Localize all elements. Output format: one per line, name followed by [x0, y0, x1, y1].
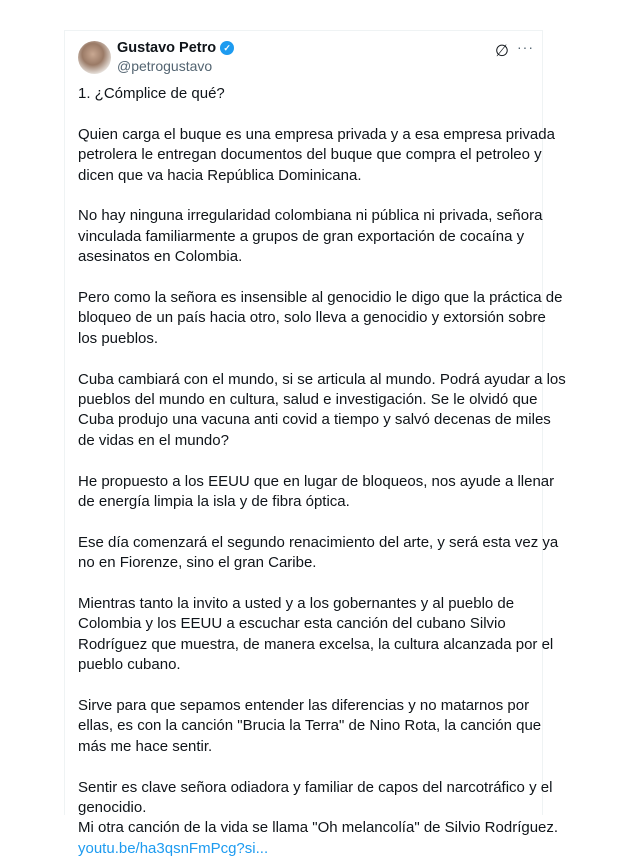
text-line: Cuba cambiará con el mundo, si se articula al mundo. Podrá ayudar a los [78, 370, 566, 388]
tweet-paragraph [78, 206, 543, 267]
text-line: asesinatos en Colombia. [78, 248, 243, 266]
text-line: 1. ¿Cómplice de qué? [78, 85, 225, 102]
author-handle[interactable]: @petrogustavo [117, 58, 213, 74]
tweet-paragraph [78, 778, 559, 859]
text-line: Sirve para que sepamos entender las diferencias y no matarnos por [78, 697, 530, 715]
avatar[interactable] [78, 41, 111, 74]
text-line: Colombia y los EEUU a escuchar esta canción del cubano Silvio [78, 615, 506, 633]
tweet-paragraph [78, 594, 554, 676]
tweet-card [64, 30, 566, 857]
text-line: de vidas en el mundo? [78, 431, 229, 449]
text-line: Sentir es clave señora odiadora y familiar de capos del narcotráfico y el [78, 778, 553, 796]
text-line: Mi otra canción de la vida se llama "Oh melancolía" de Silvio Rodríguez. [78, 819, 559, 837]
text-line: He propuesto a los EEUU que en lugar de bloqueos, nos ayude a llenar [78, 472, 555, 490]
text-line: los pueblos. [78, 329, 159, 347]
text-line: pueblos del mundo en cultura, salud e investigación. Se le olvidó que [78, 391, 538, 409]
text-line: petrolera le entregan documentos del buque que compra el petroleo y [78, 146, 542, 164]
tweet-paragraph [78, 533, 559, 574]
text-line: pueblo cubano. [78, 656, 181, 674]
text-line: ellas, es con la canción "Brucia la Terra" de Nino Rota, la canción que [78, 717, 542, 735]
tweet-paragraph [78, 288, 563, 349]
tweet-paragraph [78, 84, 538, 104]
text-line: genocidio. [78, 799, 147, 817]
text-line: Cuba produjo una vacuna anti covid a tiempo y salvó decenas de miles [78, 411, 551, 429]
text-line: bloqueo de un país hacia otro, solo lleva a genocidio y extorsión sobre [78, 309, 546, 327]
text-line: de energía limpia la isla y de fibra óptica. [78, 493, 350, 511]
youtube-link[interactable]: youtu.be/ha3qsnFmPcg?si... [78, 839, 269, 857]
author-name[interactable] [117, 40, 234, 56]
tweet-paragraph [78, 370, 566, 452]
text-line: No hay ninguna irregularidad colombiana ni pública ni privada, señora [78, 207, 543, 225]
text-line: no en Fiorenze, sino el gran Caribe. [78, 554, 317, 572]
text-line: Mientras tanto la invito a usted y a los gobernantes y al pueblo de [78, 595, 515, 613]
text-line: Quien carga el buque es una empresa privada y a esa empresa privada [78, 125, 555, 143]
text-line: Rodríguez que muestra, de manera excelsa, la cultura alcanzada por el [78, 635, 554, 653]
text-line: dicen que va hacia República Dominicana. [78, 166, 362, 184]
tweet-paragraph [78, 472, 555, 513]
more-options-icon[interactable]: ··· [517, 39, 534, 55]
grok-icon[interactable]: ∅ [495, 43, 509, 60]
text-line: Ese día comenzará el segundo renacimiento del arte, y será esta vez ya [78, 533, 559, 551]
tweet-text [78, 84, 566, 859]
text-line: más me hace sentir. [78, 737, 213, 755]
tweet-paragraph [78, 125, 555, 186]
text-line: vinculada familiarmente a grupos de gran exportación de cocaína y [78, 227, 525, 245]
tweet-paragraph [78, 696, 542, 757]
verified-badge-icon: ✓ [220, 41, 234, 55]
author-name-text: Gustavo Petro [117, 40, 217, 56]
text-line: Pero como la señora es insensible al genocidio le digo que la práctica de [78, 289, 563, 307]
